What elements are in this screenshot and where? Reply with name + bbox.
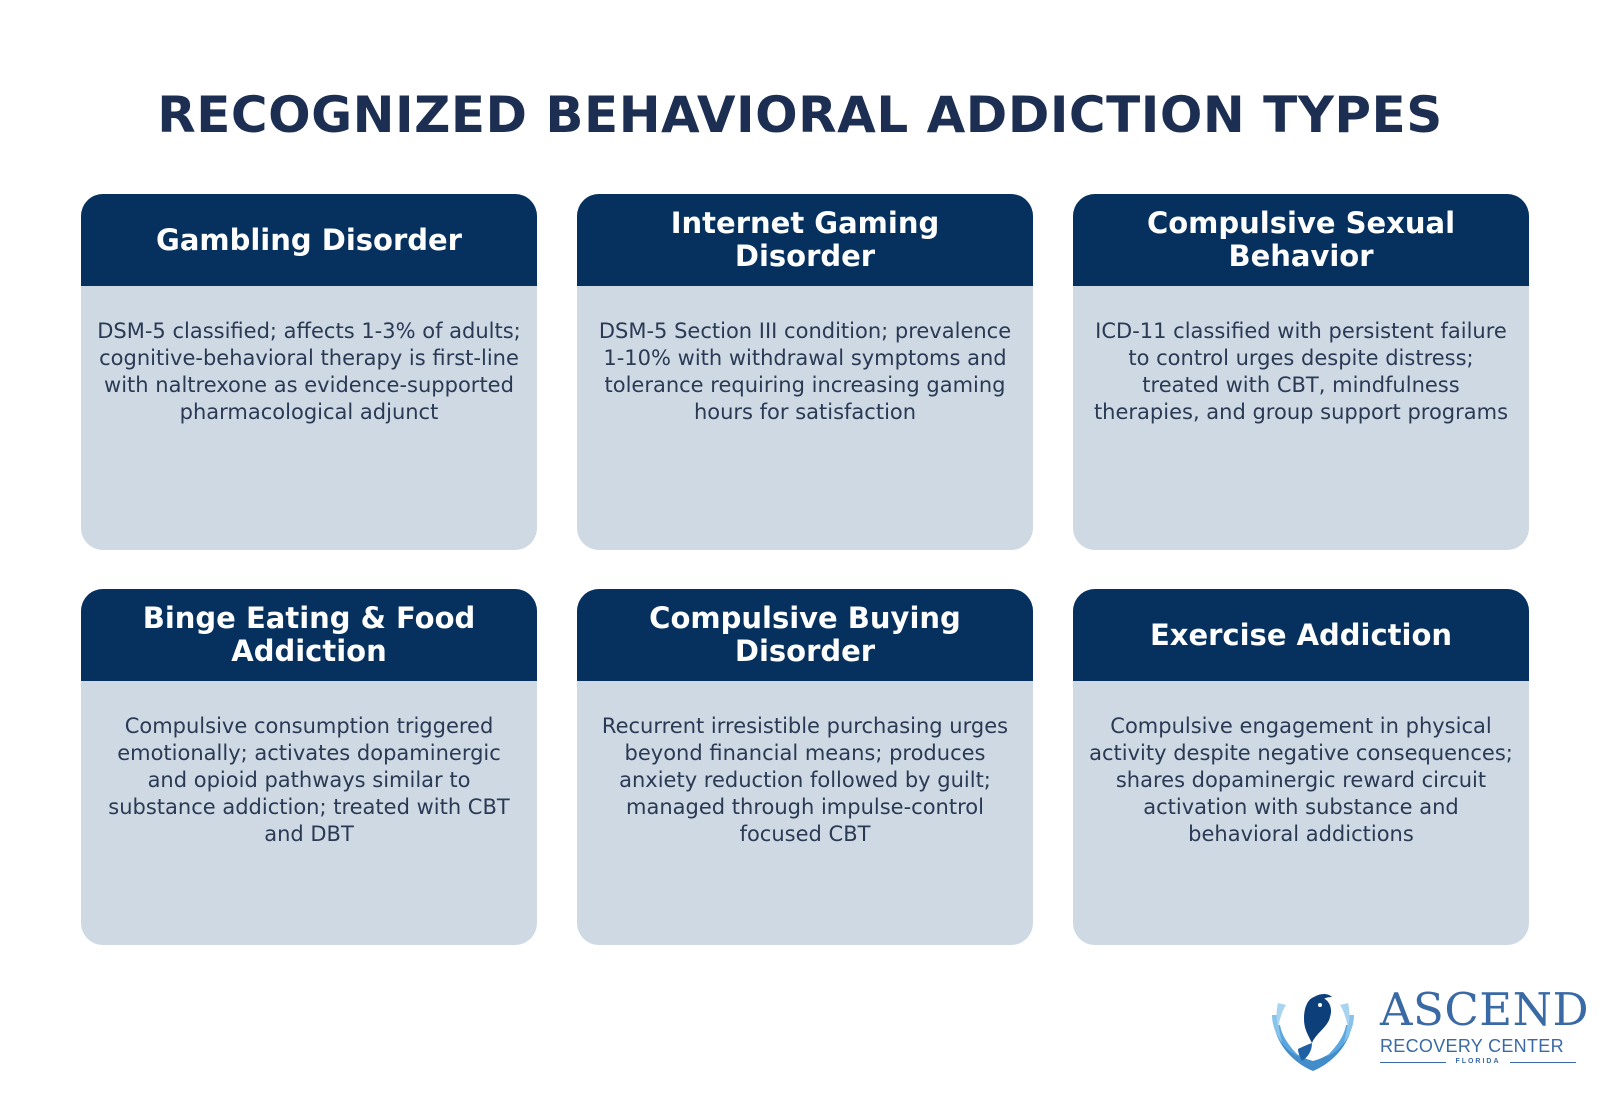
ascend-logo xyxy=(1268,983,1590,1075)
divider xyxy=(1510,1062,1576,1063)
card-gambling-disorder xyxy=(81,194,537,550)
page-title: RECOGNIZED BEHAVIORAL ADDICTION TYPES xyxy=(157,86,1443,144)
logo-subtitle: RECOVERY CENTER xyxy=(1380,1036,1564,1056)
card-header xyxy=(81,194,537,286)
card-description: Compulsive consumption triggered emotionally; activates dopaminergic and opioid pathways similar to substance addiction; treated with CBT and DBT xyxy=(108,714,510,846)
card-header xyxy=(1073,194,1529,286)
logo-location: FLORIDA xyxy=(1455,1058,1501,1065)
card-header xyxy=(81,589,537,681)
card-header xyxy=(577,194,1033,286)
card-description: ICD-11 classified with persistent failure to control urges despite distress; treated with CBT, mindfulness therapies, and group support programs xyxy=(1093,319,1509,424)
card-header xyxy=(577,589,1033,681)
logo-name: ASCEND xyxy=(1380,983,1590,1036)
card-title: Internet Gaming Disorder xyxy=(670,206,940,273)
card-title: Compulsive Sexual Behavior xyxy=(1146,206,1456,273)
card-binge-eating-food-addiction xyxy=(81,589,537,945)
card-description: Recurrent irresistible purchasing urges beyond financial means; produces anxiety reduction followed by guilt; managed through impulse-control focused CBT xyxy=(601,714,1009,846)
card-header xyxy=(1073,589,1529,681)
card-title: Binge Eating & Food Addiction xyxy=(142,601,476,668)
card-exercise-addiction xyxy=(1073,589,1529,945)
card-compulsive-sexual-behavior xyxy=(1073,194,1529,550)
card-compulsive-buying-disorder xyxy=(577,589,1033,945)
card-description: Compulsive engagement in physical activity despite negative consequences; shares dopaminergic reward circuit activation with substance and behavioral addictions xyxy=(1089,714,1513,846)
card-title: Gambling Disorder xyxy=(156,222,462,257)
phoenix-icon xyxy=(1268,985,1358,1075)
card-description: DSM-5 classified; affects 1-3% of adults; cognitive-behavioral therapy is first-line with naltrexone as evidence-supported pharmacological adjunct xyxy=(97,319,521,424)
card-title: Compulsive Buying Disorder xyxy=(649,601,961,668)
card-title: Exercise Addiction xyxy=(1149,617,1453,652)
card-description: DSM-5 Section III condition; prevalence 1-10% with withdrawal symptoms and tolerance requiring increasing gaming hours for satisfaction xyxy=(598,319,1012,424)
card-internet-gaming-disorder xyxy=(577,194,1033,550)
